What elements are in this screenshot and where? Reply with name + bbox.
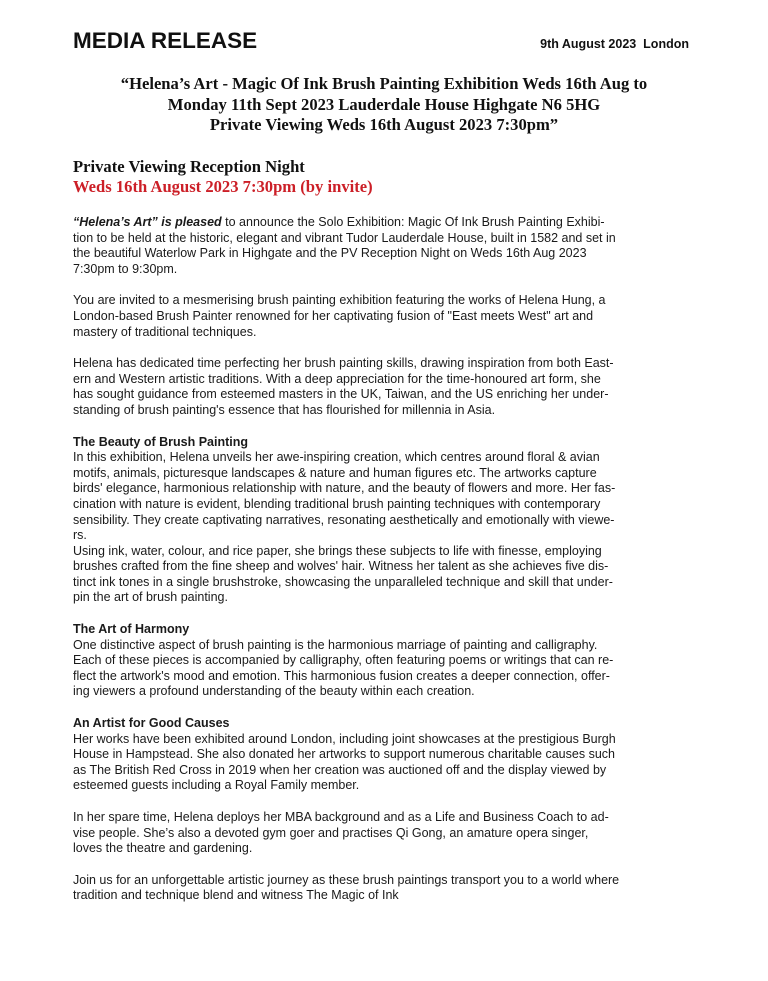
intro-line: the beautiful Waterlow Park in Highgate and the PV Reception Night on Weds 16th Aug 2023	[73, 246, 587, 261]
paragraph-line: has sought guidance from esteemed masters in the UK, Taiwan, and the US enriching her under-	[73, 387, 609, 402]
closing-paragraph	[73, 873, 703, 904]
release-date: 9th August 2023 London	[540, 37, 689, 51]
section-line: as The British Red Cross in 2019 when her creation was auctioned off and the display viewed by	[73, 762, 607, 777]
paragraph-line: Helena has dedicated time perfecting her brush painting skills, drawing inspiration from both East-	[73, 356, 614, 371]
paragraph-line: Join us for an unforgettable artistic journey as these brush paintings transport you to a world where	[73, 872, 620, 887]
intro-lead: “Helena’s Art” is pleased	[73, 215, 222, 229]
private-viewing-subtitle: Weds 16th August 2023 7:30pm (by invite)	[73, 177, 373, 196]
section-line: House in Hampstead. She also donated her artworks to support numerous charitable causes such	[73, 747, 615, 762]
section-good-causes	[73, 716, 703, 794]
section-line: ing viewers a profound understanding of the beauty within each creation.	[73, 684, 475, 699]
section-line: Each of these pieces is accompanied by calligraphy, often featuring poems or writings that can re-	[73, 653, 614, 668]
section-line: rs.	[73, 528, 87, 543]
exhibition-headline	[60, 74, 708, 136]
document-title: MEDIA RELEASE	[73, 28, 258, 53]
intro-line: to announce the Solo Exhibition: Magic Of Ink Brush Painting Exhibi-	[221, 215, 605, 229]
paragraph-line: You are invited to a mesmerising brush painting exhibition featuring the works of Helena Hung, a	[73, 293, 606, 308]
section-line: Using ink, water, colour, and rice paper, she brings these subjects to life with finesse, employing	[73, 543, 602, 558]
paragraph-line: mastery of traditional techniques.	[73, 324, 257, 339]
section-line: esteemed guests including a Royal Family member.	[73, 778, 360, 793]
section-line: cination with nature is evident, blending traditional brush painting techniques with contemporary	[73, 496, 601, 511]
headline-line: Private Viewing Weds 16th August 2023 7:30pm”	[209, 115, 559, 134]
private-viewing-title: Private Viewing Reception Night	[73, 157, 305, 176]
section-line: tinct ink tones in a single brushstroke, showcasing the unparalleled technique and skill that under-	[73, 574, 613, 589]
section-line: One distinctive aspect of brush painting is the harmonious marriage of painting and calligraphy.	[73, 637, 598, 652]
release-body	[73, 215, 703, 920]
section-heading: The Beauty of Brush Painting	[73, 434, 249, 449]
paragraph-line: tradition and technique blend and witness The Magic of Ink	[73, 888, 399, 903]
intro-line: 7:30pm to 9:30pm.	[73, 261, 178, 276]
spare-time-paragraph	[73, 810, 703, 857]
section-line: flect the artwork's mood and emotion. This harmonious fusion creates a deeper connection, offer-	[73, 668, 610, 683]
section-line: motifs, animals, picturesque landscapes & nature and human figures etc. The artworks capture	[73, 465, 597, 480]
section-line: Her works have been exhibited around London, including joint showcases at the prestigious Burgh	[73, 731, 616, 746]
invitation-paragraph	[73, 293, 703, 340]
paragraph-line: loves the theatre and gardening.	[73, 841, 253, 856]
section-line: pin the art of brush painting.	[73, 590, 228, 605]
section-heading: The Art of Harmony	[73, 622, 190, 637]
paragraph-line: ern and Western artistic traditions. With a deep appreciation for the time-honoured art form, she	[73, 371, 601, 386]
section-beauty	[73, 435, 703, 607]
paragraph-line: London-based Brush Painter renowned for her captivating fusion of "East meets West" art and	[73, 308, 594, 323]
intro-paragraph	[73, 215, 703, 277]
headline-line: Monday 11th Sept 2023 Lauderdale House Highgate N6 5HG	[167, 94, 601, 114]
section-line: birds' elegance, harmonious relationship with nature, and the beauty of flowers and more. Her fas-	[73, 481, 616, 496]
section-line: In this exhibition, Helena unveils her awe-inspiring creation, which centres around floral & avian	[73, 450, 600, 465]
paragraph-line: vise people. She’s also a devoted gym goer and practises Qi Gong, an amature opera singer,	[73, 825, 589, 840]
background-paragraph	[73, 356, 703, 418]
paragraph-line: standing of brush painting's essence that has flourished for millennia in Asia.	[73, 402, 496, 417]
paragraph-line: In her spare time, Helena deploys her MBA background and as a Life and Business Coach to ad-	[73, 810, 609, 824]
section-heading: An Artist for Good Causes	[73, 716, 230, 731]
headline-line: “Helena’s Art - Magic Of Ink Brush Painting Exhibition Weds 16th Aug to	[120, 74, 648, 93]
section-line: brushes crafted from the fine sheep and wolves' hair. Witness her talent as she achieves five dis-	[73, 559, 609, 574]
section-harmony	[73, 622, 703, 700]
section-line: sensibility. They create captivating narratives, resonating aesthetically and emotionally with viewe-	[73, 512, 615, 527]
intro-line: tion to be held at the historic, elegant and vibrant Tudor Lauderdale House, built in 1582 and set in	[73, 230, 616, 245]
